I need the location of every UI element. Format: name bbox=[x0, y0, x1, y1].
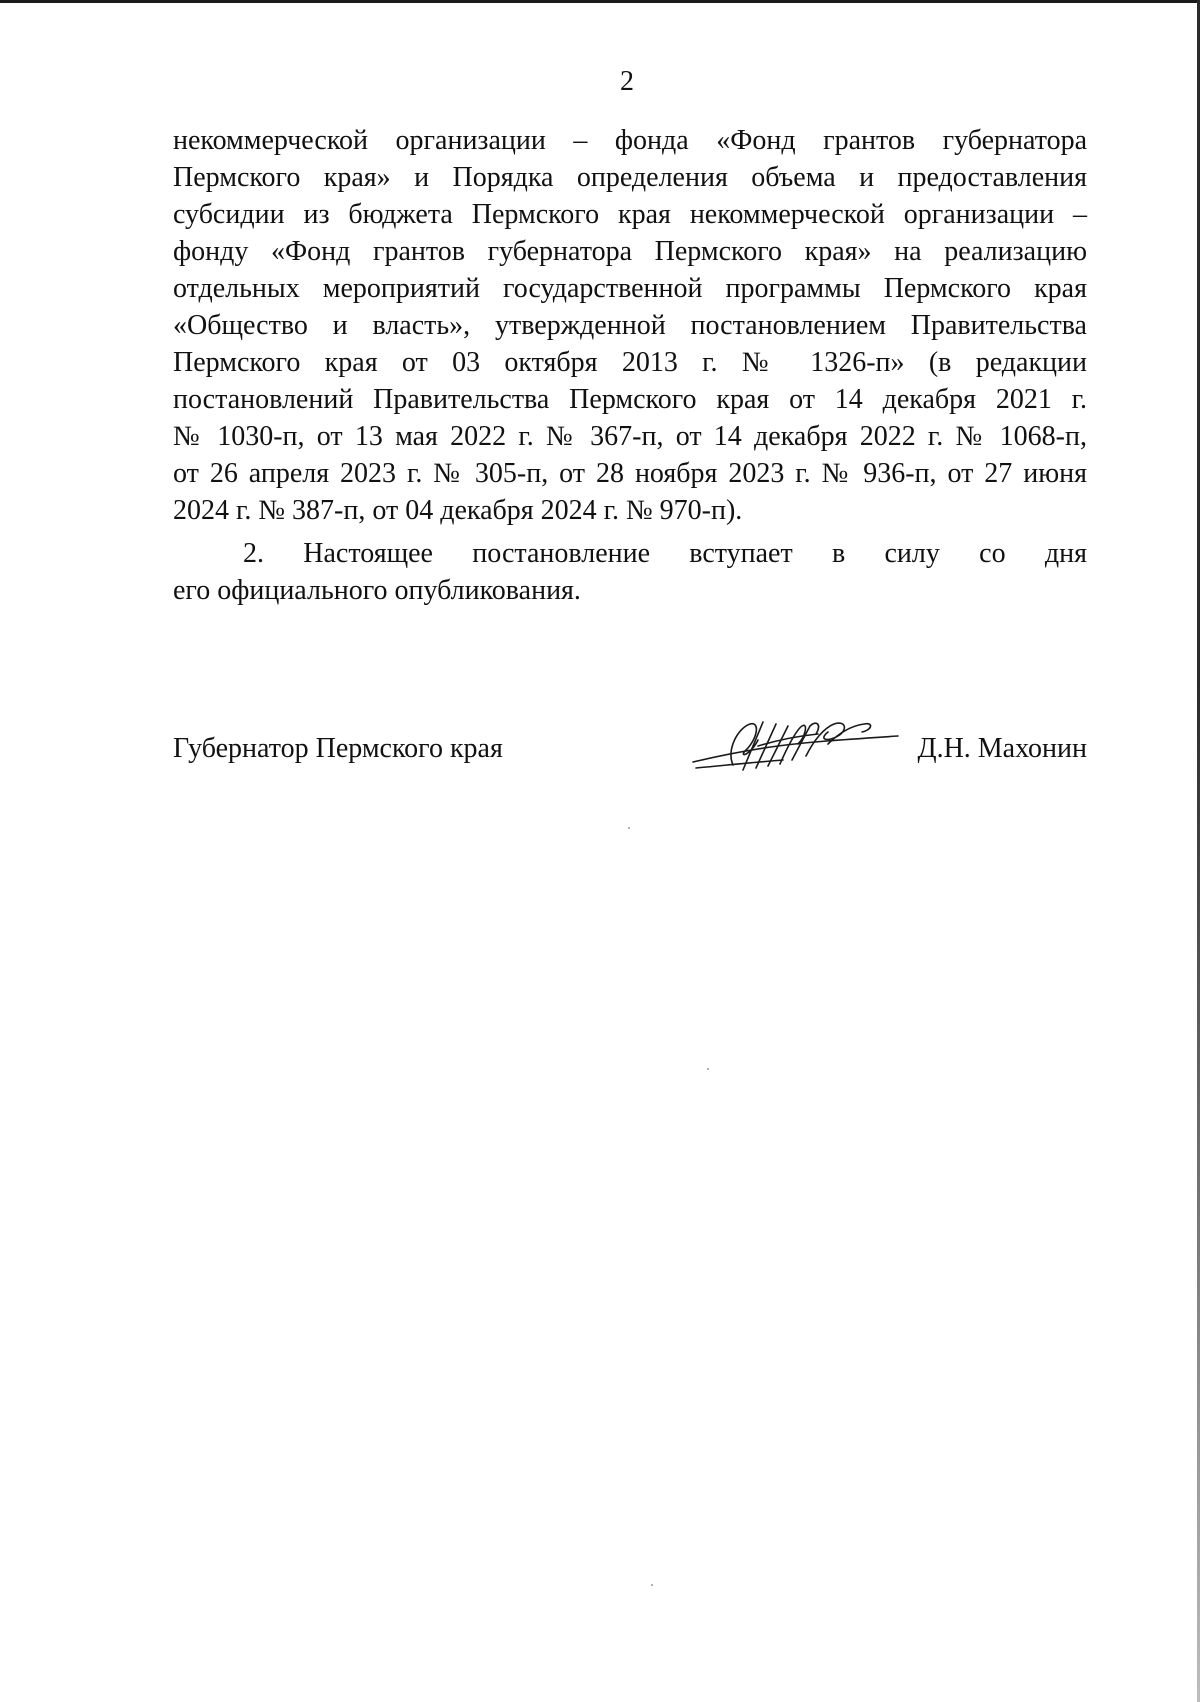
paragraph-line: субсидии из бюджета Пермского края некоммерческой организации – bbox=[173, 199, 1087, 230]
signer-title: Губернатор Пермского края bbox=[173, 733, 503, 764]
paragraph-line: Пермского края от 03 октября 2013 г. № 1326-п» (в редакции bbox=[173, 347, 1087, 378]
signer-name: Д.Н. Махонин bbox=[917, 733, 1087, 764]
paragraph-line: некоммерческой организации – фонда «Фонд грантов губернатора bbox=[173, 125, 1087, 156]
paragraph-line: «Общество и власть», утвержденной постановлением Правительства bbox=[173, 310, 1087, 341]
scan-edge-top bbox=[0, 0, 1200, 3]
paragraph-1 bbox=[173, 122, 1087, 529]
paragraph-line: отдельных мероприятий государственной программы Пермского края bbox=[173, 273, 1087, 304]
handwritten-signature bbox=[688, 710, 903, 780]
scan-speck bbox=[707, 1068, 709, 1070]
paragraph-2 bbox=[173, 535, 1087, 609]
paragraph-line: 2. Настоящее постановление вступает в силу со дня bbox=[243, 538, 1087, 569]
paragraph-line: Пермского края» и Порядка определения объема и предоставления bbox=[173, 162, 1087, 193]
paragraph-line: фонду «Фонд грантов губернатора Пермского края» на реализацию bbox=[173, 236, 1087, 267]
paragraph-line: 2024 г. № 387-п, от 04 декабря 2024 г. № 970-п). bbox=[173, 495, 743, 526]
scan-speck bbox=[651, 1584, 653, 1586]
page-number: 2 bbox=[620, 66, 634, 97]
paragraph-line: постановлений Правительства Пермского края от 14 декабря 2021 г. bbox=[173, 384, 1087, 415]
paragraph-line: № 1030-п, от 13 мая 2022 г. № 367-п, от 14 декабря 2022 г. № 1068-п, bbox=[173, 421, 1087, 452]
scan-speck bbox=[628, 827, 630, 829]
paragraph-line: от 26 апреля 2023 г. № 305-п, от 28 ноября 2023 г. № 936-п, от 27 июня bbox=[173, 458, 1087, 489]
paragraph-line: его официального опубликования. bbox=[173, 575, 581, 606]
signature-block bbox=[173, 730, 1087, 790]
document-body bbox=[173, 122, 1087, 609]
